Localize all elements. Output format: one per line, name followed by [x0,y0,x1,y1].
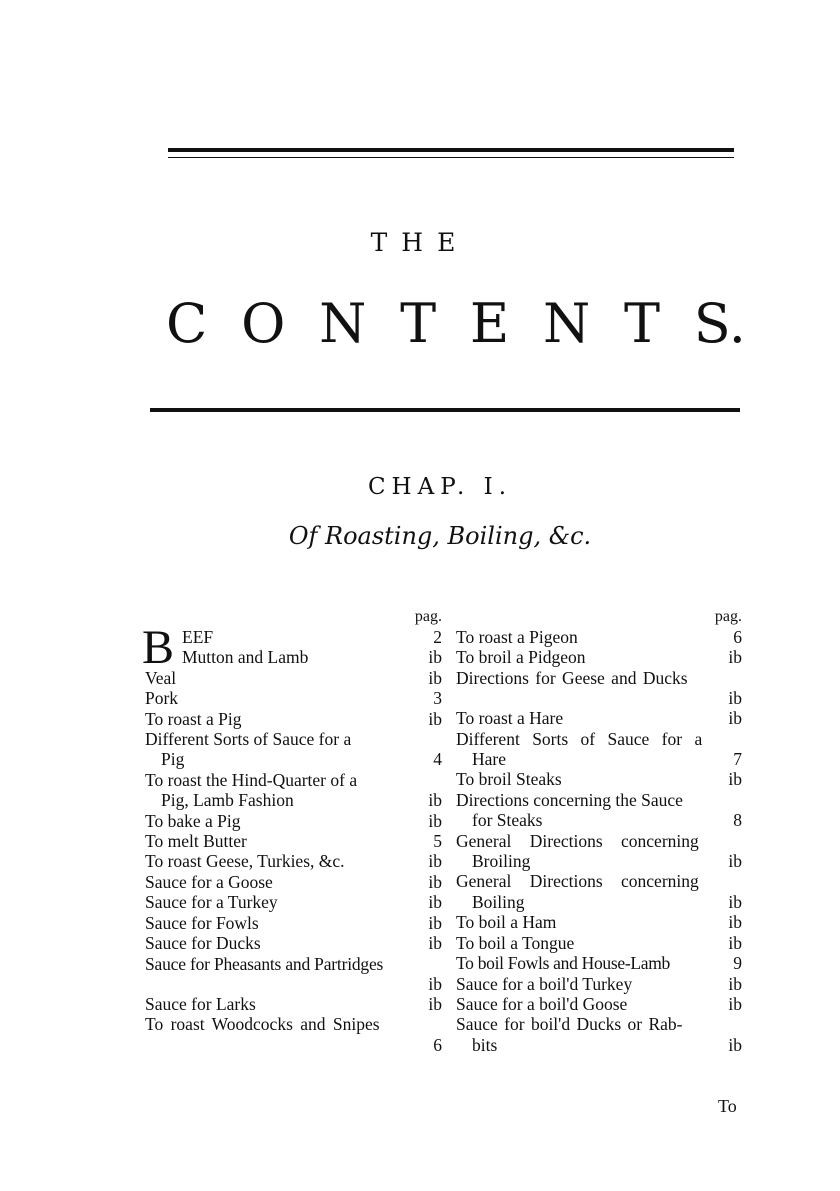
entry-text: Directions concerning the Sauce [456,789,683,810]
entry-page: ib [728,1034,742,1055]
list-item [456,627,742,647]
title-letter: S. [693,292,746,355]
entry-text: To roast a Hare [456,708,564,729]
chapter-subtitle: Of Roasting, Boiling, &c. [288,522,592,550]
entry-text: Sauce for a Goose [145,871,273,892]
entry-text: To boil Fowls and House-Lamb [456,953,670,974]
entry-page: ib [428,647,442,668]
entry-page: 7 [733,749,742,770]
entry-page: ib [428,973,442,994]
entry-text: To boil a Ham [456,912,557,933]
list-item [145,933,442,953]
entry-text: Sauce for a boil'd Turkey [456,973,633,994]
entry-text-cont: Pig, Lamb Fashion [161,790,294,811]
title-the: THE [370,228,470,257]
title-letter: N [319,292,367,355]
entry-text-cont: Pig [161,749,185,770]
entry-text: Mutton and Lamb [182,647,309,668]
chapter-heading: CHAP. I. [367,474,513,500]
entry-text: Pork [145,688,179,709]
list-item [456,974,742,994]
list-item [456,769,742,789]
entry-text: To boil a Tongue [456,932,575,953]
top-rule-thick [168,148,734,152]
entry-page: 2 [433,627,442,647]
entry-beef [142,621,442,674]
list-item [145,954,442,994]
list-item [456,831,742,872]
entry-text-cont: for Steaks [472,810,543,831]
entry-text: General Directions concerning [456,871,699,892]
entry-page: ib [728,647,742,668]
entry-text-cont: Hare [472,749,507,770]
entry-text: Different Sorts of Sauce for a [145,729,352,750]
list-item [456,1014,742,1055]
list-item [145,1014,442,1054]
entry-page: ib [728,891,742,912]
entry-page: ib [428,810,442,831]
entry-text: Sauce for a boil'd Goose [456,993,628,1014]
list-item [145,770,442,811]
entry-page: ib [728,993,742,1014]
title-letter: O [241,292,286,355]
catchword: To [718,1096,737,1116]
entry-page: ib [428,892,442,913]
entry-page: ib [428,667,442,688]
list-item [145,872,442,892]
page-label: pag. [414,608,442,625]
entry-page: 6 [433,1034,442,1055]
contents-left-column [142,607,442,1055]
entry-text: To broil Steaks [456,769,562,790]
list-item [456,912,742,932]
drop-cap: B [142,621,175,674]
entry-text: To melt Butter [145,831,247,852]
entry-text: To roast Woodcocks and Snipes [145,1014,380,1035]
title-contents [166,292,746,355]
entry-page: ib [428,851,442,872]
entry-page: ib [428,933,442,954]
contents-right-column [456,607,742,1055]
entry-page: ib [428,912,442,933]
entry-page: ib [428,790,442,811]
list-item [456,790,742,831]
list-item [145,668,442,688]
entry-text: To roast a Pigeon [456,627,578,647]
entry-page: ib [728,708,742,729]
entry-text: To bake a Pig [145,810,241,831]
entry-page: ib [428,708,442,729]
entry-page: ib [728,973,742,994]
list-item [456,708,742,728]
entry-text: Directions for Geese and Ducks [456,667,688,688]
list-item [456,729,742,770]
entry-page: 4 [433,749,442,770]
entry-text: To roast the Hind-Quarter of a [145,769,358,790]
entry-text: Sauce for a Turkey [145,892,278,913]
entry-text: To roast Geese, Turkies, &c. [145,851,345,872]
entry-text: Sauce for Fowls [145,912,259,933]
entry-page: 5 [433,831,442,852]
entry-page: 3 [433,688,442,709]
title-letter: T [623,292,660,355]
entry-page: ib [728,851,742,872]
title-letter: N [542,292,591,355]
entry-page: 8 [733,810,742,831]
entry-text: Sauce for Pheasants and Partridges [145,953,384,974]
list-item [145,729,442,770]
list-item [145,709,442,729]
title-letter: E [469,292,510,355]
entry-text: To roast a Pig [145,708,242,729]
list-item [145,892,442,912]
entry-text: Sauce for Ducks [145,933,261,954]
list-item [145,913,442,933]
list-item [145,811,442,831]
list-item [456,871,742,912]
list-item [456,933,742,953]
entry-page: ib [428,993,442,1014]
entry-page: ib [728,769,742,790]
list-item [456,668,742,708]
entry-text: Sauce for boil'd Ducks or Rab- [456,1014,683,1035]
entry-text-cont: bits [472,1034,498,1055]
entry-page: ib [428,871,442,892]
entry-text: General Directions concerning [456,830,699,851]
page-label: pag. [714,608,742,625]
entry-text: EEF [182,627,214,647]
list-item [145,831,442,851]
middle-rule [150,408,740,412]
entry-page: ib [728,688,742,709]
list-item [145,688,442,708]
top-rule-thin [168,157,734,158]
entry-text-cont: Boiling [472,891,525,912]
entry-text-cont: Broiling [472,851,531,872]
entry-text: To broil a Pidgeon [456,647,586,668]
list-item [456,994,742,1014]
list-item [456,647,742,667]
list-item [145,851,442,871]
title-letter: C [166,292,208,355]
list-item [145,994,442,1014]
entry-page: 9 [733,953,742,974]
title-letter: T [400,292,437,355]
entry-page: 6 [733,627,742,647]
entry-text: Veal [145,667,177,688]
entry-text: Sauce for Larks [145,993,256,1014]
entry-text: Different Sorts of Sauce for a [456,728,703,749]
list-item [456,953,742,973]
entry-page: ib [728,912,742,933]
entry-page: ib [728,932,742,953]
